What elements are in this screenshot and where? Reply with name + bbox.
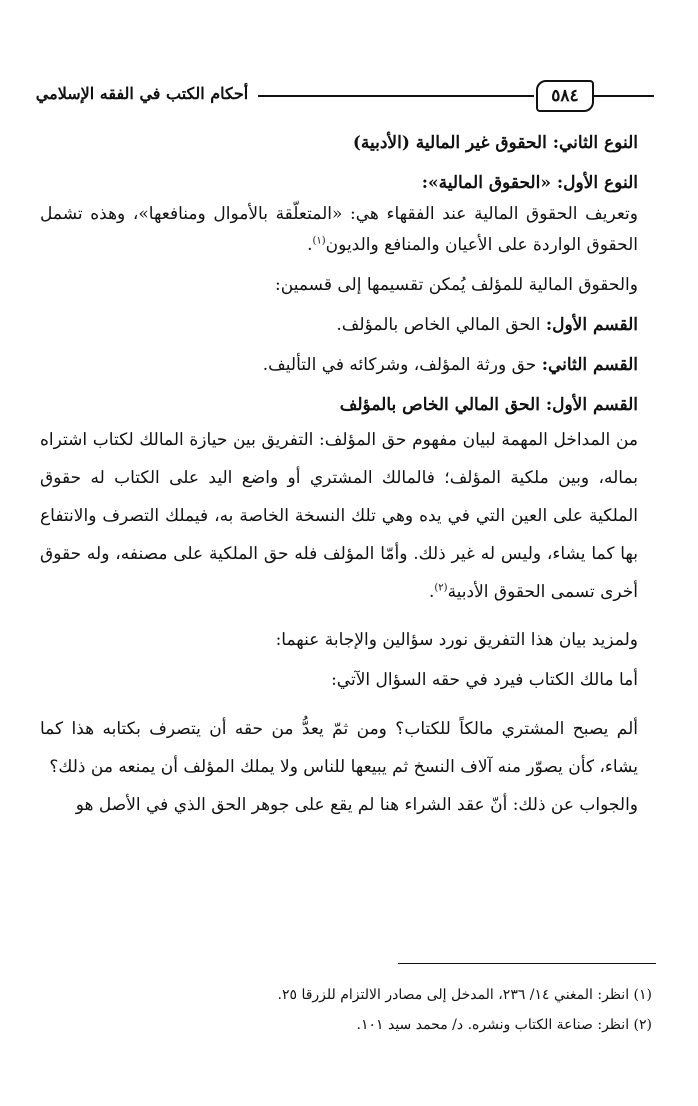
division-label: القسم الأول: (545, 315, 638, 335)
footnote-ref: (١) (312, 235, 326, 247)
paragraph: ولمزيد بيان هذا التفريق نورد سؤالين والإجابة عنهما: (275, 630, 638, 650)
header-rule-right (594, 95, 654, 97)
section-heading: النوع الثاني: الحقوق غير المالية (الأدبية) (352, 133, 638, 153)
footnote-ref: (٢) (434, 582, 448, 594)
paragraph: من المداخل المهمة لبيان مفهوم حق المؤلف: التفريق بين حيازة المالك لكتاب اشتراه بماله، وبين ملكية المؤلف؛ فالمالك المشتري أو واضع اليد على الكتاب له حقوق الملكية على العين التي في يده وهي تلك النسخة الخاصة به، فيملك التصرف والانتفاع بها كما يشاء، وليس له غير ذلك. وأمّا المؤلف فله حق الملكية على مصنفه، وله حقوق أخرى تسمى الحقوق الأدبية$^{(٢)}$. (40, 430, 638, 602)
page-header (28, 76, 670, 116)
running-title: أحكام الكتب في الفقه الإسلامي (35, 84, 249, 103)
page-number: ٥٨٤ (536, 80, 594, 112)
main-text (40, 128, 650, 824)
footnote: (١) انظر: المغني ١٤/ ٢٣٦، المدخل إلى مصادر الالتزام للزرقا ٢٥. (277, 987, 652, 1003)
paragraph: والحقوق المالية للمؤلف يُمكن تقسيمها إلى قسمين: (275, 275, 638, 295)
paragraph: القسم الأول: الحق المالي الخاص بالمؤلف. (336, 315, 638, 335)
header-rule-left (258, 95, 534, 97)
paragraph: وتعريف الحقوق المالية عند الفقهاء هي: «المتعلّقة بالأموال ومنافعها»، وهذه تشمل الحقوق الواردة على الأعيان والمنافع والديون$^{(١)}$. (40, 204, 638, 255)
footnotes (40, 980, 652, 1040)
division-label: القسم الثاني: (541, 355, 638, 375)
subsection-heading: القسم الأول: الحق المالي الخاص بالمؤلف (339, 395, 638, 415)
paragraph: والجواب عن ذلك: أنّ عقد الشراء هنا لم يقع على جوهر الحق الذي في الأصل هو (75, 795, 638, 815)
paragraph: أما مالك الكتاب فيرد في حقه السؤال الآتي: (331, 670, 638, 690)
subsection-heading: النوع الأول: «الحقوق المالية»: (421, 173, 638, 193)
paragraph: القسم الثاني: حق ورثة المؤلف، وشركائه في التأليف. (262, 355, 638, 375)
footnote: (٢) انظر: صناعة الكتاب ونشره. د/ محمد سيد ١٠١. (356, 1017, 652, 1033)
paragraph: ألم يصبح المشتري مالكاً للكتاب؟ ومن ثمّ يعدُّ من حقه أن يتصرف بكتابه هذا كما يشاء، كأن يصوّر منه آلاف النسخ ثم يبيعها للناس ولا يملك المؤلف أن يمنعه من ذلك؟ (40, 719, 639, 777)
footnote-separator (398, 963, 656, 964)
